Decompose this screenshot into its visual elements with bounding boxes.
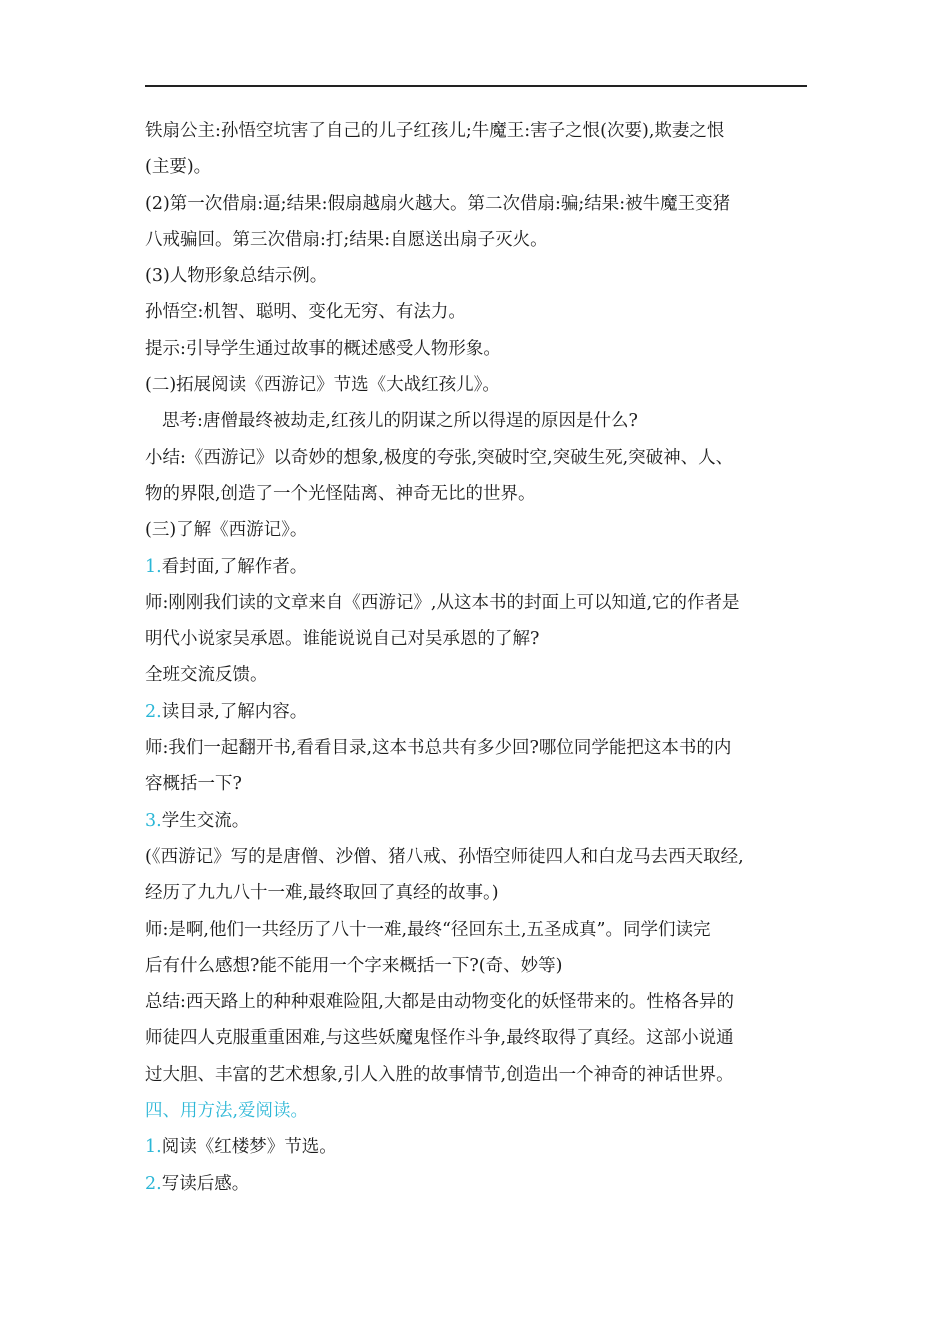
- item-text: 看封面,了解作者。: [161, 556, 308, 577]
- section-title: (二)拓展阅读《西游记》节选《大战红孩儿》。: [145, 375, 500, 396]
- document-body: [145, 113, 807, 1202]
- text-line: (2)第一次借扇:逼;结果:假扇越扇火越大。第二次借扇:骗;结果:被牛魔王变猪: [145, 193, 731, 214]
- section-title: (三)了解《西游记》。: [145, 520, 308, 541]
- text-line: 师:我们一起翻开书,看看目录,这本书总共有多少回?哪位同学能把这本书的内: [145, 738, 732, 759]
- item-text: 读目录,了解内容。: [161, 701, 308, 722]
- numbered-item: [145, 1166, 807, 1202]
- numbered-item: [145, 694, 807, 730]
- text-line: 思考:唐僧最终被劫走,红孩儿的阴谋之所以得逞的原因是什么?: [162, 411, 638, 432]
- text-line: 小结:《西游记》以奇妙的想象,极度的夸张,突破时空,突破生死,突破神、人、: [145, 447, 734, 468]
- text-line: 师徒四人克服重重困难,与这些妖魔鬼怪作斗争,最终取得了真经。这部小说通: [145, 1028, 734, 1049]
- item-text: 阅读《红楼梦》节选。: [161, 1137, 337, 1158]
- item-text: 写读后感。: [161, 1173, 250, 1194]
- item-number: 2.: [145, 1173, 162, 1194]
- text-line: 师:是啊,他们一共经历了八十一难,最终“径回东土,五圣成真”。同学们读完: [145, 919, 711, 940]
- text-line: (《西游记》写的是唐僧、沙僧、猪八戒、孙悟空师徒四人和白龙马去西天取经,: [145, 846, 744, 867]
- item-number: 1.: [145, 1137, 162, 1158]
- numbered-item: [145, 803, 807, 839]
- text-line: 过大胆、丰富的艺术想象,引人入胜的故事情节,创造出一个神奇的神话世界。: [145, 1064, 734, 1085]
- text-line: 八戒骗回。第三次借扇:打;结果:自愿送出扇子灭火。: [145, 229, 548, 250]
- item-number: 3.: [145, 810, 162, 831]
- item-text: 学生交流。: [161, 810, 250, 831]
- text-line: (主要)。: [145, 157, 212, 178]
- text-line: 物的界限,创造了一个光怪陆离、神奇无比的世界。: [145, 483, 536, 504]
- numbered-item: [145, 549, 807, 585]
- text-line: 提示:引导学生通过故事的概述感受人物形象。: [145, 338, 501, 359]
- numbered-item: [145, 1129, 807, 1165]
- item-number: 2.: [145, 701, 162, 722]
- text-line: 明代小说家吴承恩。谁能说说自己对吴承恩的了解?: [145, 629, 540, 650]
- text-line: (3)人物形象总结示例。: [145, 266, 328, 287]
- text-line: 铁扇公主:孙悟空坑害了自己的儿子红孩儿;牛魔王:害子之恨(次要),欺妻之恨: [145, 121, 725, 141]
- text-line: 总结:西天路上的种种艰难险阻,大都是由动物变化的妖怪带来的。性格各异的: [145, 992, 734, 1013]
- header-rule: [145, 85, 807, 87]
- text-line: 容概括一下?: [145, 774, 242, 795]
- text-line: 后有什么感想?能不能用一个字来概括一下?(奇、妙等): [145, 955, 563, 976]
- text-line: 经历了九九八十一难,最终取回了真经的故事。): [145, 883, 499, 904]
- item-number: 1.: [145, 556, 162, 577]
- section-heading: 四、用方法,爱阅读。: [145, 1101, 309, 1122]
- text-line: 师:刚刚我们读的文章来自《西游记》,从这本书的封面上可以知道,它的作者是: [145, 592, 740, 613]
- text-line: 孙悟空:机智、聪明、变化无穷、有法力。: [145, 302, 466, 323]
- text-line: 全班交流反馈。: [145, 665, 268, 686]
